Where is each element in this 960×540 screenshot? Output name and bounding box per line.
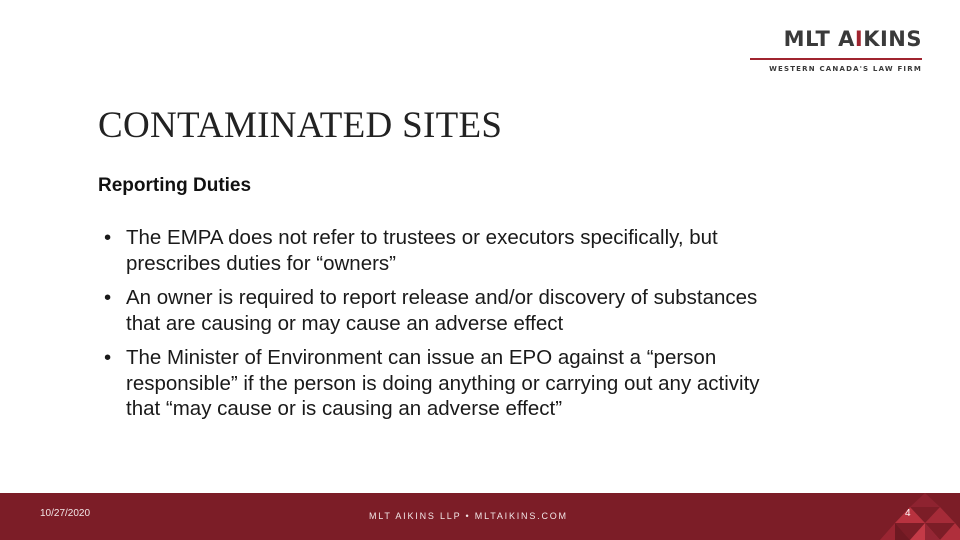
slide-title: CONTAMINATED SITES bbox=[98, 105, 503, 146]
footer-date: 10/27/2020 bbox=[40, 508, 91, 519]
logo-wordmark-part2: KINS bbox=[863, 27, 922, 51]
bullet-text: The Minister of Environment can issue an EPO against a “person responsible” if the person is doing anything or carrying out any activity that “may cause or is causing an adverse effect” bbox=[126, 346, 760, 420]
bullet-icon: • bbox=[104, 226, 112, 249]
logo-tagline: WESTERN CANADA'S LAW FIRM bbox=[769, 65, 922, 73]
bullet-item bbox=[100, 345, 790, 422]
bullet-text: An owner is required to report release and/or discovery of substances that are causing or may cause an adverse effect bbox=[126, 286, 758, 335]
footer-bar bbox=[0, 493, 960, 540]
footer-company-url: MLT AIKINS LLP • MLTAIKINS.COM bbox=[369, 511, 568, 521]
bullet-list bbox=[100, 225, 790, 431]
bullet-icon: • bbox=[104, 346, 112, 369]
page-number: 4 bbox=[905, 508, 911, 519]
company-logo bbox=[750, 26, 922, 73]
logo-wordmark-part1: MLT AI bbox=[783, 27, 864, 51]
bullet-text: The EMPA does not refer to trustees or executors specifically, but prescribes duties for “owners” bbox=[126, 226, 718, 275]
logo-wordmark bbox=[750, 26, 922, 52]
bullet-icon: • bbox=[104, 286, 112, 309]
logo-divider bbox=[750, 58, 922, 60]
bullet-item bbox=[100, 225, 790, 276]
logo-accent-letter: I bbox=[854, 27, 864, 51]
slide-subtitle: Reporting Duties bbox=[98, 175, 252, 196]
bullet-item bbox=[100, 285, 790, 336]
